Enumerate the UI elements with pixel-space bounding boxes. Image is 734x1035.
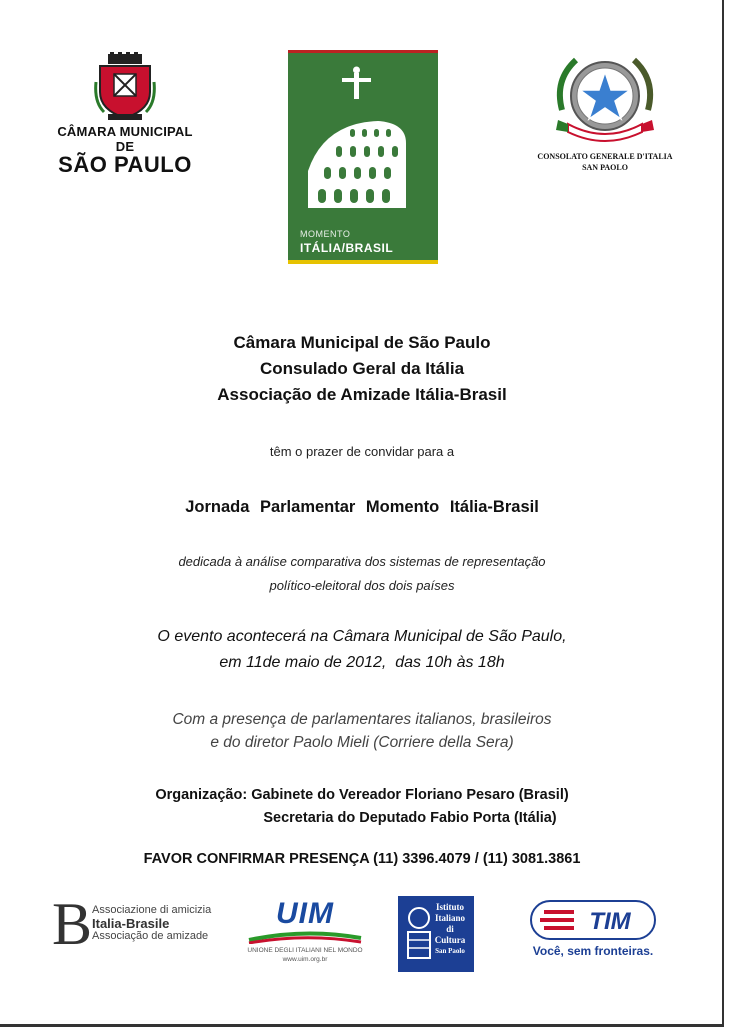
- iic-line1: Istituto: [435, 902, 464, 912]
- tim-logo: [518, 900, 668, 970]
- iic-logo: [398, 896, 474, 972]
- tim-word: TIM: [589, 908, 631, 935]
- presence-line2: e do diretor Paolo Mieli (Corriere della Sera): [210, 734, 514, 751]
- venue-line1: O evento acontecerá na Câmara Municipal de São Paulo,: [157, 628, 567, 645]
- tim-slogan: Você, sem fronteiras.: [532, 944, 654, 958]
- uim-swoosh-icon: [245, 930, 365, 944]
- assoc-logo: [52, 891, 232, 957]
- city-crest-icon: [94, 52, 156, 122]
- iic-line3: di: [446, 924, 454, 934]
- organization-line1: Organização: Gabinete do Vereador Floriano Pesaro (Brasil): [155, 787, 569, 803]
- organization-line2: Secretaria do Deputado Fabio Porta (Itália): [263, 810, 557, 826]
- assoc-line1: Associazione di amicizia: [92, 904, 212, 916]
- uim-word: UIM: [276, 897, 334, 930]
- event-title: Jornada Parlamentar Momento Itália-Brasil: [185, 498, 539, 516]
- camara-logo: [50, 52, 200, 176]
- assoc-text: [92, 904, 211, 943]
- consolato-line2: SAN PAOLO: [582, 163, 628, 172]
- subtitle-line1: dedicada à análise comparativa dos sistemas de representação: [178, 554, 546, 569]
- uim-line1: UNIONE DEGLI ITALIANI NEL MONDO: [247, 947, 363, 954]
- hosts-block: [0, 330, 724, 408]
- host-camara: Câmara Municipal de São Paulo: [233, 333, 491, 352]
- colosseum-redeemer-icon: [288, 53, 432, 223]
- event-presence: [0, 708, 724, 754]
- tim-badge-icon: [530, 900, 656, 940]
- momento-label: MOMENTO: [300, 229, 351, 239]
- rsvp-text: FAVOR CONFIRMAR PRESENÇA (11) 3396.4079 / (11) 3081.3861: [143, 851, 581, 867]
- organization-block: [0, 784, 724, 830]
- uim-line2: www.uim.org.br: [282, 956, 328, 963]
- iic-line5: San Paolo: [435, 947, 465, 955]
- assoc-line3: Associação de amizade: [92, 930, 209, 942]
- italian-emblem-icon: [550, 50, 660, 150]
- event-venue: [0, 624, 724, 676]
- consolato-logo: [530, 50, 680, 172]
- camara-name-line2: SÃO PAULO: [58, 152, 192, 177]
- iic-text: [430, 902, 470, 957]
- event-subtitle: [0, 550, 724, 598]
- venue-line2: em 11de maio de 2012, das 10h às 18h: [219, 654, 505, 671]
- uim-logo: [240, 888, 370, 974]
- host-consulado: Consulado Geral da Itália: [259, 359, 465, 378]
- assoc-letter: B: [52, 891, 93, 957]
- subtitle-line2: político-eleitoral dos dois países: [269, 578, 455, 593]
- host-associacao: Associação de Amizade Itália-Brasil: [217, 385, 507, 404]
- momento-logo: [288, 50, 438, 264]
- invite-text: têm o prazer de convidar para a: [269, 444, 455, 459]
- camara-name-line1: CÂMARA MUNICIPAL DE: [57, 124, 193, 154]
- assoc-line2: Italia-Brasile: [92, 916, 170, 931]
- presence-line1: Com a presença de parlamentares italianos, brasileiros: [172, 711, 552, 728]
- iic-line4: Cultura: [434, 935, 466, 945]
- momento-title: ITÁLIA/BRASIL: [300, 241, 394, 255]
- iic-line2: Italiano: [434, 913, 465, 923]
- consolato-line1: CONSOLATO GENERALE D'ITALIA: [537, 152, 673, 161]
